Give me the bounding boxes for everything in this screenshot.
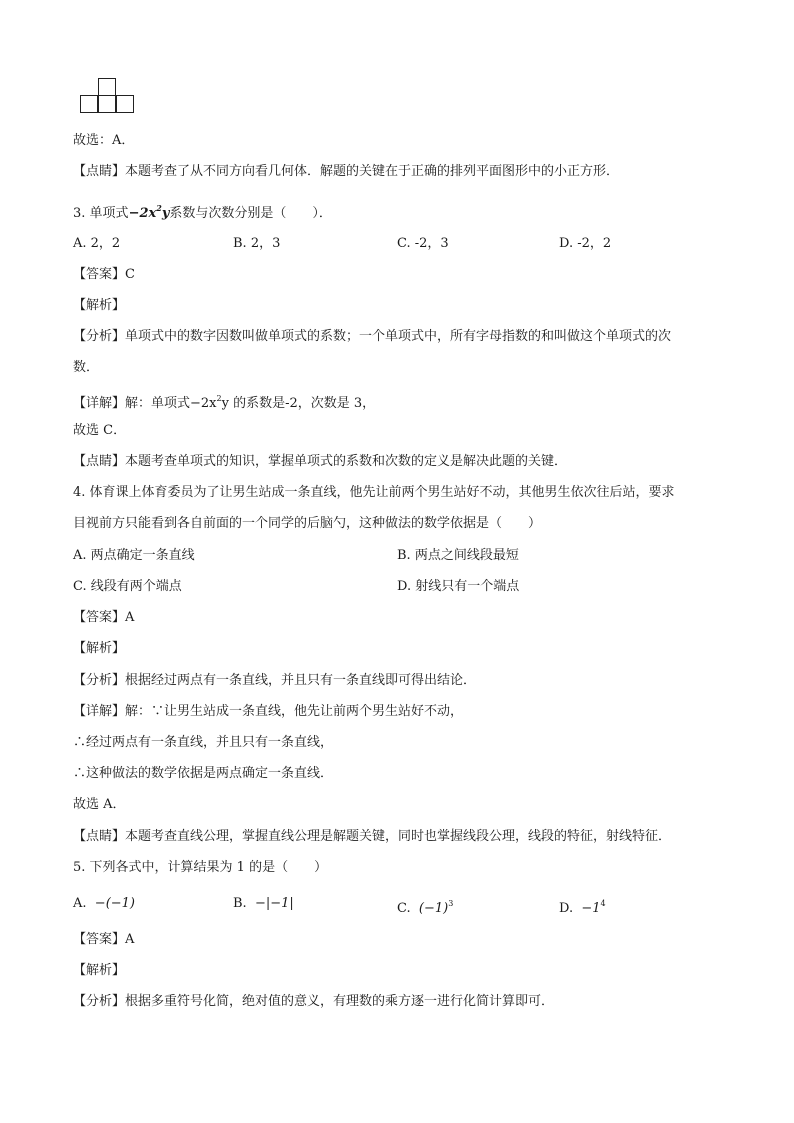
q3-analysis-tag: 【解析】	[73, 298, 126, 313]
q4-stem-1: 4. 体育课上体育委员为了让男生站成一条直线，他先让前两个男生站好不动，其他男生依次往后站，要求	[73, 485, 675, 500]
q3-fenxi-1: 【分析】单项式中的数字因数叫做单项式的系数；一个单项式中，所有字母指数的和叫做这个单项式的次	[73, 329, 672, 344]
q4-xiangjie-1: 【详解】解：∵让男生站成一条直线，他先让前两个男生站好不动，	[73, 704, 464, 719]
q4-option-d: D. 射线只有一个端点	[397, 579, 520, 594]
q5-option-c: C. $(-1)^3$	[397, 899, 454, 916]
q5-option-d: D. $-1^4$	[559, 899, 606, 916]
q3-comment: 【点睛】本题考查单项式的知识，掌握单项式的系数和次数的定义是解决此题的关键．	[73, 454, 568, 469]
q4-stem-2: 目视前方只能看到各自前面的一个同学的后脑勺，这种做法的数学依据是（ ）	[73, 516, 542, 531]
comment-prev	[73, 163, 619, 181]
q3-xiangjie: 【详解】解：单项式$-2x^2y$ 的系数是-2，次数是 3，	[73, 394, 376, 411]
q3-fenxi-2: 数．	[73, 360, 100, 375]
q3-stem: 3. 单项式$-2x^2y$系数与次数分别是（ ）．	[73, 203, 332, 221]
q4-option-a: A. 两点确定一条直线	[73, 548, 195, 563]
q5-option-b: B. −|−1|	[233, 896, 294, 911]
q4-xiangjie-3: ∴这种做法的数学依据是两点确定一条直线．	[73, 766, 334, 781]
q3-conclusion: 故选 C．	[73, 423, 127, 438]
q5-analysis-tag: 【解析】	[73, 963, 126, 978]
q3-answer: 【答案】C	[73, 267, 135, 282]
bottom-left-square	[81, 96, 98, 113]
q3-option-c: C. -2，3	[397, 236, 449, 251]
q3-option-d: D. -2，2	[559, 236, 612, 251]
comment-tag: 【点睛】	[73, 164, 126, 179]
q5-fenxi: 【分析】根据多重符号化简，绝对值的意义，有理数的乘方逐一进行化简计算即可．	[73, 994, 555, 1009]
conclusion-prev: 故选：A．	[73, 133, 135, 148]
q4-option-b: B. 两点之间线段最短	[397, 548, 519, 563]
q4-option-c: C. 线段有两个端点	[73, 579, 182, 594]
comment-text: 本题考查了从不同方向看几何体．解题的关键在于正确的排列平面图形中的小正方形．	[125, 164, 620, 179]
q3-option-a: A. 2，2	[73, 236, 121, 251]
q5-option-a: A. −(−1)	[73, 896, 135, 911]
bottom-middle-square	[99, 96, 116, 113]
q3-expression: $-2x^2y$	[128, 203, 170, 221]
q5-stem: 5. 下列各式中，计算结果为 1 的是（ ）	[73, 860, 328, 875]
q3-option-b: B. 2，3	[233, 236, 281, 251]
q5-answer: 【答案】A	[73, 932, 135, 947]
q4-comment: 【点睛】本题考查直线公理，掌握直线公理是解题关键，同时也掌握线段公理，线段的特征，射线特征．	[73, 829, 672, 844]
q4-fenxi: 【分析】根据经过两点有一条直线，并且只有一条直线即可得出结论．	[73, 673, 477, 688]
q4-answer: 【答案】A	[73, 610, 135, 625]
top-square	[99, 79, 116, 96]
q4-analysis-tag: 【解析】	[73, 641, 126, 656]
cube-front-view-figure	[80, 78, 134, 114]
bottom-right-square	[117, 96, 134, 113]
q4-xiangjie-2: ∴经过两点有一条直线，并且只有一条直线，	[73, 735, 334, 750]
q4-conclusion: 故选 A．	[73, 797, 126, 812]
